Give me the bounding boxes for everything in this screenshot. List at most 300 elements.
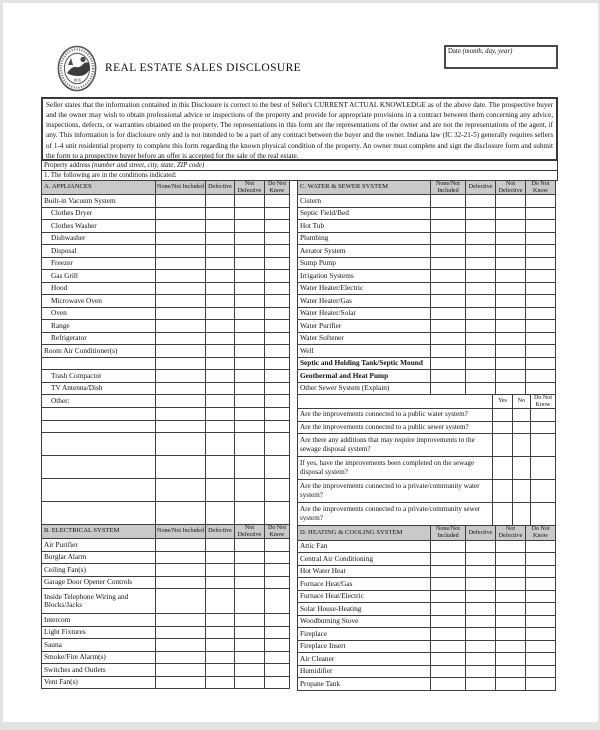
- checkbox-cell-defective[interactable]: [206, 639, 235, 652]
- checkbox-cell-none-not-included[interactable]: [431, 232, 466, 245]
- property-address-hint: (number and street, city, state, ZIP code): [91, 162, 205, 169]
- checkbox-cell-none-not-included[interactable]: [431, 332, 466, 345]
- checkbox-cell-none-not-included[interactable]: [431, 628, 466, 641]
- checkbox-cell-not-defective[interactable]: [496, 257, 526, 270]
- checkbox-cell-defective[interactable]: [206, 408, 235, 421]
- checkbox-cell-defective[interactable]: [206, 576, 235, 589]
- checkbox-cell-defective[interactable]: [206, 245, 235, 258]
- checkbox-cell-no[interactable]: [513, 457, 531, 480]
- checkbox-cell-do-not-know[interactable]: [265, 479, 290, 502]
- checkbox-cell-do-not-know[interactable]: [265, 270, 290, 283]
- checkbox-cell-do-not-know[interactable]: [265, 295, 290, 308]
- checkbox-cell-do-not-know[interactable]: [265, 207, 290, 220]
- checkbox-cell-do-not-know[interactable]: [526, 232, 556, 245]
- checkbox-cell-not-defective[interactable]: [496, 357, 526, 370]
- checkbox-cell-defective[interactable]: [466, 382, 496, 395]
- checkbox-cell-do-not-know[interactable]: [526, 578, 556, 591]
- checkbox-cell-none-not-included[interactable]: [156, 295, 206, 308]
- item-label: Air Purifier: [42, 539, 156, 552]
- checkbox-cell-do-not-know[interactable]: [526, 678, 556, 691]
- checkbox-cell-none-not-included[interactable]: [156, 357, 206, 370]
- checkbox-cell-none-not-included[interactable]: [431, 615, 466, 628]
- checkbox-cell-none-not-included[interactable]: [431, 307, 466, 320]
- checkbox-cell-not-defective[interactable]: [496, 320, 526, 333]
- checkbox-cell-defective[interactable]: [466, 653, 496, 666]
- checkbox-cell-none-not-included[interactable]: [156, 408, 206, 421]
- checkbox-cell-none-not-included[interactable]: [431, 540, 466, 553]
- checkbox-cell-do-not-know[interactable]: [526, 195, 556, 208]
- checkbox-cell-do-not-know[interactable]: [265, 282, 290, 295]
- table-row: [298, 232, 556, 245]
- checkbox-cell-defective[interactable]: [466, 628, 496, 641]
- checkbox-cell-not-defective[interactable]: [235, 232, 265, 245]
- checkbox-cell-do-not-know[interactable]: [265, 395, 290, 408]
- checkbox-cell-not-defective[interactable]: [235, 576, 265, 589]
- checkbox-cell-yes[interactable]: [493, 434, 513, 457]
- checkbox-cell-not-defective[interactable]: [235, 245, 265, 258]
- checkbox-cell-none-not-included[interactable]: [431, 653, 466, 666]
- checkbox-cell-defective[interactable]: [466, 640, 496, 653]
- checkbox-cell-do-not-know[interactable]: [265, 370, 290, 383]
- checkbox-cell-defective[interactable]: [206, 551, 235, 564]
- bottom-margin: [41, 691, 558, 721]
- checkbox-cell-not-defective[interactable]: [235, 676, 265, 689]
- checkbox-cell-do-not-know[interactable]: [265, 332, 290, 345]
- checkbox-cell-do-not-know[interactable]: [265, 345, 290, 358]
- checkbox-cell-defective[interactable]: [466, 665, 496, 678]
- checkbox-cell-do-not-know[interactable]: [526, 615, 556, 628]
- checkbox-cell-defective[interactable]: [466, 320, 496, 333]
- checkbox-cell-do-not-know[interactable]: [265, 564, 290, 577]
- checkbox-cell-none-not-included[interactable]: [156, 502, 206, 525]
- checkbox-cell-not-defective[interactable]: [235, 370, 265, 383]
- checkbox-cell-not-defective[interactable]: [235, 408, 265, 421]
- checkbox-cell-do-not-know[interactable]: [526, 653, 556, 666]
- checkbox-cell-not-defective[interactable]: [496, 578, 526, 591]
- checkbox-cell-none-not-included[interactable]: [431, 282, 466, 295]
- checkbox-cell-not-defective[interactable]: [496, 245, 526, 258]
- checkbox-cell-do-not-know[interactable]: [526, 603, 556, 616]
- checkbox-cell-defective[interactable]: [466, 282, 496, 295]
- checkbox-cell-none-not-included[interactable]: [156, 232, 206, 245]
- checkbox-cell-do-not-know[interactable]: [265, 195, 290, 208]
- checkbox-cell-do-not-know[interactable]: [265, 626, 290, 639]
- checkbox-cell-defective[interactable]: [466, 678, 496, 691]
- checkbox-cell-none-not-included[interactable]: [431, 640, 466, 653]
- checkbox-cell-none-not-included[interactable]: [156, 382, 206, 395]
- checkbox-cell-none-not-included[interactable]: [431, 665, 466, 678]
- checkbox-cell-not-defective[interactable]: [235, 456, 265, 479]
- checkbox-cell-defective[interactable]: [206, 357, 235, 370]
- checkbox-cell-defective[interactable]: [206, 502, 235, 525]
- checkbox-cell-none-not-included[interactable]: [156, 307, 206, 320]
- checkbox-cell-none-not-included[interactable]: [156, 420, 206, 433]
- checkbox-cell-none-not-included[interactable]: [156, 639, 206, 652]
- checkbox-cell-not-defective[interactable]: [496, 370, 526, 383]
- checkbox-cell-defective[interactable]: [466, 332, 496, 345]
- question-label: Are the improvements connected to a private/community sewer system?: [298, 503, 493, 526]
- checkbox-cell-no[interactable]: [513, 503, 531, 526]
- checkbox-cell-not-defective[interactable]: [235, 614, 265, 627]
- checkbox-cell-not-defective[interactable]: [235, 307, 265, 320]
- checkbox-cell-defective[interactable]: [466, 603, 496, 616]
- item-label: Hot Tub: [298, 220, 431, 233]
- checkbox-cell-defective[interactable]: [206, 295, 235, 308]
- checkbox-cell-not-defective[interactable]: [496, 332, 526, 345]
- column-header-none-not-included: None/Not Included: [431, 526, 466, 540]
- date-field[interactable]: [444, 45, 558, 69]
- table-row: [42, 270, 290, 283]
- checkbox-cell-not-defective[interactable]: [496, 678, 526, 691]
- table-row: [42, 433, 290, 456]
- checkbox-cell-do-not-know[interactable]: [526, 270, 556, 283]
- checkbox-cell-defective[interactable]: [466, 270, 496, 283]
- checkbox-cell-do-not-know[interactable]: [526, 295, 556, 308]
- checkbox-cell-none-not-included[interactable]: [431, 320, 466, 333]
- checkbox-cell-do-not-know[interactable]: [526, 628, 556, 641]
- checkbox-cell-none-not-included[interactable]: [431, 590, 466, 603]
- checkbox-cell-yes[interactable]: [493, 480, 513, 503]
- checkbox-cell-defective[interactable]: [466, 553, 496, 566]
- checkbox-cell-none-not-included[interactable]: [431, 678, 466, 691]
- table-row: [42, 220, 290, 233]
- checkbox-cell-defective[interactable]: [206, 564, 235, 577]
- checkbox-cell-no[interactable]: [513, 421, 531, 434]
- checkbox-cell-not-defective[interactable]: [235, 345, 265, 358]
- checkbox-cell-do-not-know[interactable]: [526, 332, 556, 345]
- checkbox-cell-defective[interactable]: [206, 539, 235, 552]
- item-label: Inside Telephone Wiring and Blocks/Jacks: [42, 589, 156, 614]
- checkbox-cell-yes[interactable]: [493, 503, 513, 526]
- checkbox-cell-none-not-included[interactable]: [156, 433, 206, 456]
- checkbox-cell-do-not-know[interactable]: [531, 434, 556, 457]
- checkbox-cell-do-not-know[interactable]: [265, 420, 290, 433]
- item-label: Sump Pump: [298, 257, 431, 270]
- checkbox-cell-defective[interactable]: [206, 195, 235, 208]
- checkbox-cell-none-not-included[interactable]: [431, 370, 466, 383]
- checkbox-cell-defective[interactable]: [466, 370, 496, 383]
- checkbox-cell-not-defective[interactable]: [235, 479, 265, 502]
- checkbox-cell-not-defective[interactable]: [496, 640, 526, 653]
- checkbox-cell-not-defective[interactable]: [235, 195, 265, 208]
- checkbox-cell-none-not-included[interactable]: [156, 676, 206, 689]
- item-label: Septic Field/Bed: [298, 207, 431, 220]
- checkbox-cell-defective[interactable]: [206, 479, 235, 502]
- checkbox-cell-none-not-included[interactable]: [156, 195, 206, 208]
- checkbox-cell-do-not-know[interactable]: [526, 370, 556, 383]
- checkbox-cell-not-defective[interactable]: [235, 295, 265, 308]
- conditions-instruction-row: 1. The following are in the conditions indicated:: [41, 170, 558, 181]
- checkbox-cell-defective[interactable]: [206, 651, 235, 664]
- checkbox-cell-do-not-know[interactable]: [526, 245, 556, 258]
- checkbox-cell-not-defective[interactable]: [235, 332, 265, 345]
- checkbox-cell-not-defective[interactable]: [235, 639, 265, 652]
- property-address-label: Property address: [44, 162, 92, 169]
- checkbox-cell-none-not-included[interactable]: [156, 282, 206, 295]
- table-row: [42, 420, 290, 433]
- checkbox-cell-defective[interactable]: [206, 676, 235, 689]
- item-label: Trash Compactor: [42, 370, 156, 383]
- checkbox-cell-do-not-know[interactable]: [265, 408, 290, 421]
- checkbox-cell-do-not-know[interactable]: [265, 639, 290, 652]
- checkbox-cell-do-not-know[interactable]: [265, 357, 290, 370]
- checkbox-cell-do-not-know[interactable]: [265, 614, 290, 627]
- checkbox-cell-none-not-included[interactable]: [156, 614, 206, 627]
- checkbox-cell-defective[interactable]: [206, 456, 235, 479]
- checkbox-cell-not-defective[interactable]: [235, 502, 265, 525]
- table-row: [298, 615, 556, 628]
- checkbox-cell-do-not-know[interactable]: [526, 257, 556, 270]
- checkbox-cell-none-not-included[interactable]: [156, 395, 206, 408]
- checkbox-cell-not-defective[interactable]: [235, 257, 265, 270]
- table-row: [298, 357, 556, 370]
- checkbox-cell-defective[interactable]: [466, 245, 496, 258]
- checkbox-cell-do-not-know[interactable]: [265, 539, 290, 552]
- checkbox-cell-do-not-know[interactable]: [265, 257, 290, 270]
- checkbox-cell-not-defective[interactable]: [496, 207, 526, 220]
- checkbox-cell-none-not-included[interactable]: [156, 320, 206, 333]
- checkbox-cell-none-not-included[interactable]: [156, 257, 206, 270]
- checkbox-cell-do-not-know[interactable]: [526, 357, 556, 370]
- checkbox-cell-defective[interactable]: [466, 565, 496, 578]
- checkbox-cell-none-not-included[interactable]: [156, 576, 206, 589]
- checkbox-cell-not-defective[interactable]: [496, 665, 526, 678]
- item-label: Other Sewer System (Explain): [298, 382, 431, 395]
- checkbox-cell-not-defective[interactable]: [496, 653, 526, 666]
- checkbox-cell-not-defective[interactable]: [496, 307, 526, 320]
- checkbox-cell-defective[interactable]: [206, 332, 235, 345]
- checkbox-cell-not-defective[interactable]: [496, 540, 526, 553]
- checkbox-cell-do-not-know[interactable]: [265, 502, 290, 525]
- checkbox-cell-not-defective[interactable]: [496, 553, 526, 566]
- checkbox-cell-do-not-know[interactable]: [526, 282, 556, 295]
- item-label: Freezer: [42, 257, 156, 270]
- checkbox-cell-defective[interactable]: [206, 320, 235, 333]
- item-label: Smoke/Fire Alarm(s): [42, 651, 156, 664]
- checkbox-cell-do-not-know[interactable]: [265, 551, 290, 564]
- checkbox-cell-defective[interactable]: [206, 232, 235, 245]
- checkbox-cell-defective[interactable]: [206, 664, 235, 677]
- checkbox-cell-not-defective[interactable]: [235, 664, 265, 677]
- checkbox-cell-do-not-know[interactable]: [265, 320, 290, 333]
- checkbox-cell-not-defective[interactable]: [235, 382, 265, 395]
- checkbox-cell-defective[interactable]: [206, 257, 235, 270]
- checkbox-cell-defective[interactable]: [466, 540, 496, 553]
- checkbox-cell-do-not-know[interactable]: [265, 245, 290, 258]
- checkbox-cell-none-not-included[interactable]: [431, 345, 466, 358]
- checkbox-cell-do-not-know[interactable]: [526, 590, 556, 603]
- checkbox-cell-yes[interactable]: [493, 457, 513, 480]
- checkbox-cell-defective[interactable]: [206, 307, 235, 320]
- checkbox-cell-none-not-included[interactable]: [431, 245, 466, 258]
- checkbox-cell-do-not-know[interactable]: [265, 220, 290, 233]
- checkbox-cell-none-not-included[interactable]: [156, 626, 206, 639]
- checkbox-cell-do-not-know[interactable]: [531, 421, 556, 434]
- checkbox-cell-none-not-included[interactable]: [156, 370, 206, 383]
- table-row: [42, 456, 290, 479]
- checkbox-cell-not-defective[interactable]: [235, 207, 265, 220]
- checkbox-cell-not-defective[interactable]: [235, 357, 265, 370]
- checkbox-cell-none-not-included[interactable]: [156, 539, 206, 552]
- water-sewer-header-row: [298, 181, 556, 195]
- item-label: Geothermal and Heat Pump: [298, 370, 431, 383]
- checkbox-cell-none-not-included[interactable]: [431, 257, 466, 270]
- checkbox-cell-do-not-know[interactable]: [265, 232, 290, 245]
- checkbox-cell-defective[interactable]: [206, 270, 235, 283]
- checkbox-cell-none-not-included[interactable]: [156, 589, 206, 614]
- checkbox-cell-not-defective[interactable]: [235, 220, 265, 233]
- checkbox-cell-defective[interactable]: [206, 614, 235, 627]
- checkbox-cell-not-defective[interactable]: [235, 433, 265, 456]
- checkbox-cell-not-defective[interactable]: [496, 270, 526, 283]
- checkbox-cell-yes[interactable]: [493, 409, 513, 422]
- checkbox-cell-not-defective[interactable]: [496, 195, 526, 208]
- item-label: Water Heater/Electric: [298, 282, 431, 295]
- checkbox-cell-none-not-included[interactable]: [431, 220, 466, 233]
- checkbox-cell-do-not-know[interactable]: [265, 651, 290, 664]
- checkbox-cell-not-defective[interactable]: [496, 382, 526, 395]
- checkbox-cell-none-not-included[interactable]: [156, 651, 206, 664]
- checkbox-cell-none-not-included[interactable]: [431, 553, 466, 566]
- checkbox-cell-defective[interactable]: [466, 295, 496, 308]
- checkbox-cell-none-not-included[interactable]: [156, 564, 206, 577]
- checkbox-cell-not-defective[interactable]: [235, 270, 265, 283]
- checkbox-cell-defective[interactable]: [466, 257, 496, 270]
- checkbox-cell-do-not-know[interactable]: [265, 576, 290, 589]
- checkbox-cell-none-not-included[interactable]: [156, 664, 206, 677]
- checkbox-cell-defective[interactable]: [466, 590, 496, 603]
- checkbox-cell-not-defective[interactable]: [496, 282, 526, 295]
- checkbox-cell-defective[interactable]: [466, 232, 496, 245]
- checkbox-cell-not-defective[interactable]: [496, 220, 526, 233]
- checkbox-cell-do-not-know[interactable]: [526, 345, 556, 358]
- checkbox-cell-do-not-know[interactable]: [526, 220, 556, 233]
- checkbox-cell-none-not-included[interactable]: [156, 220, 206, 233]
- checkbox-cell-not-defective[interactable]: [235, 626, 265, 639]
- checkbox-cell-defective[interactable]: [466, 578, 496, 591]
- checkbox-cell-do-not-know[interactable]: [265, 433, 290, 456]
- checkbox-cell-defective[interactable]: [206, 282, 235, 295]
- checkbox-cell-not-defective[interactable]: [235, 651, 265, 664]
- checkbox-cell-do-not-know[interactable]: [265, 589, 290, 614]
- checkbox-cell-defective[interactable]: [206, 207, 235, 220]
- checkbox-cell-none-not-included[interactable]: [156, 479, 206, 502]
- checkbox-cell-not-defective[interactable]: [496, 615, 526, 628]
- checkbox-cell-do-not-know[interactable]: [526, 553, 556, 566]
- checkbox-cell-not-defective[interactable]: [235, 589, 265, 614]
- checkbox-cell-not-defective[interactable]: [496, 232, 526, 245]
- checkbox-cell-no[interactable]: [513, 434, 531, 457]
- checkbox-cell-defective[interactable]: [206, 626, 235, 639]
- checkbox-cell-do-not-know[interactable]: [531, 409, 556, 422]
- checkbox-cell-none-not-included[interactable]: [156, 456, 206, 479]
- checkbox-cell-not-defective[interactable]: [496, 628, 526, 641]
- checkbox-cell-none-not-included[interactable]: [431, 578, 466, 591]
- checkbox-cell-not-defective[interactable]: [235, 539, 265, 552]
- checkbox-cell-not-defective[interactable]: [496, 295, 526, 308]
- checkbox-cell-do-not-know[interactable]: [265, 456, 290, 479]
- item-label: Hood: [42, 282, 156, 295]
- checkbox-cell-do-not-know[interactable]: [531, 503, 556, 526]
- checkbox-cell-defective[interactable]: [206, 589, 235, 614]
- checkbox-cell-defective[interactable]: [466, 357, 496, 370]
- checkbox-cell-not-defective[interactable]: [496, 590, 526, 603]
- checkbox-cell-not-defective[interactable]: [235, 420, 265, 433]
- checkbox-cell-not-defective[interactable]: [235, 551, 265, 564]
- checkbox-cell-defective[interactable]: [206, 382, 235, 395]
- table-row: [298, 195, 556, 208]
- checkbox-cell-do-not-know[interactable]: [526, 307, 556, 320]
- checkbox-cell-none-not-included[interactable]: [156, 551, 206, 564]
- checkbox-cell-defective[interactable]: [466, 345, 496, 358]
- checkbox-cell-none-not-included[interactable]: [156, 245, 206, 258]
- checkbox-cell-yes[interactable]: [493, 421, 513, 434]
- checkbox-cell-not-defective[interactable]: [496, 345, 526, 358]
- checkbox-cell-none-not-included[interactable]: [431, 207, 466, 220]
- checkbox-cell-do-not-know[interactable]: [526, 665, 556, 678]
- checkbox-cell-none-not-included[interactable]: [156, 345, 206, 358]
- checkbox-cell-none-not-included[interactable]: [431, 357, 466, 370]
- checkbox-cell-do-not-know[interactable]: [265, 382, 290, 395]
- checkbox-cell-defective[interactable]: [206, 370, 235, 383]
- checkbox-cell-do-not-know[interactable]: [526, 565, 556, 578]
- checkbox-cell-do-not-know[interactable]: [265, 676, 290, 689]
- checkbox-cell-none-not-included[interactable]: [156, 207, 206, 220]
- item-label: Burglar Alarm: [42, 551, 156, 564]
- checkbox-cell-defective[interactable]: [206, 345, 235, 358]
- checkbox-cell-not-defective[interactable]: [235, 282, 265, 295]
- checkbox-cell-defective[interactable]: [466, 220, 496, 233]
- checkbox-cell-do-not-know[interactable]: [526, 640, 556, 653]
- checkbox-cell-none-not-included[interactable]: [431, 270, 466, 283]
- table-row: [42, 382, 290, 395]
- checkbox-cell-none-not-included[interactable]: [431, 382, 466, 395]
- checkbox-cell-no[interactable]: [513, 409, 531, 422]
- checkbox-cell-defective[interactable]: [466, 307, 496, 320]
- condition-tables: [41, 180, 558, 691]
- checkbox-cell-defective[interactable]: [206, 420, 235, 433]
- checkbox-cell-defective[interactable]: [206, 433, 235, 456]
- checkbox-cell-not-defective[interactable]: [496, 603, 526, 616]
- checkbox-cell-defective[interactable]: [466, 195, 496, 208]
- checkbox-cell-none-not-included[interactable]: [431, 195, 466, 208]
- checkbox-cell-none-not-included[interactable]: [431, 295, 466, 308]
- checkbox-cell-do-not-know[interactable]: [526, 540, 556, 553]
- checkbox-cell-not-defective[interactable]: [235, 320, 265, 333]
- checkbox-cell-do-not-know[interactable]: [265, 664, 290, 677]
- checkbox-cell-not-defective[interactable]: [235, 395, 265, 408]
- checkbox-cell-none-not-included[interactable]: [156, 270, 206, 283]
- checkbox-cell-do-not-know[interactable]: [531, 457, 556, 480]
- checkbox-cell-defective[interactable]: [206, 220, 235, 233]
- table-row: [42, 502, 290, 525]
- checkbox-cell-do-not-know[interactable]: [531, 480, 556, 503]
- checkbox-cell-do-not-know[interactable]: [526, 382, 556, 395]
- checkbox-cell-none-not-included[interactable]: [156, 332, 206, 345]
- table-row: [42, 195, 290, 208]
- checkbox-cell-none-not-included[interactable]: [431, 603, 466, 616]
- checkbox-cell-do-not-know[interactable]: [526, 207, 556, 220]
- checkbox-cell-defective[interactable]: [206, 395, 235, 408]
- checkbox-cell-not-defective[interactable]: [235, 564, 265, 577]
- checkbox-cell-defective[interactable]: [466, 207, 496, 220]
- checkbox-cell-no[interactable]: [513, 480, 531, 503]
- checkbox-cell-not-defective[interactable]: [496, 565, 526, 578]
- checkbox-cell-none-not-included[interactable]: [431, 565, 466, 578]
- checkbox-cell-do-not-know[interactable]: [526, 320, 556, 333]
- checkbox-cell-defective[interactable]: [466, 615, 496, 628]
- checkbox-cell-do-not-know[interactable]: [265, 307, 290, 320]
